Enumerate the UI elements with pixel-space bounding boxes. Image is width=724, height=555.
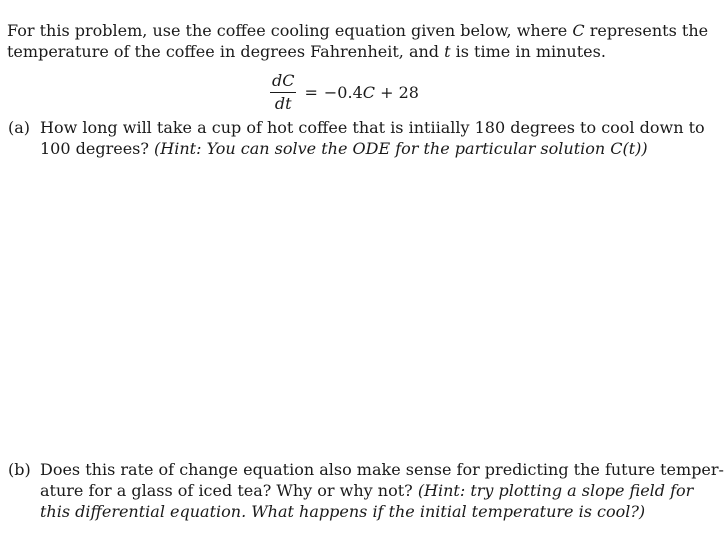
equation-rhs: −0.4C + 28 <box>323 82 419 102</box>
part-b-label: (b) <box>8 460 31 479</box>
intro-line-1: For this problem, use the coffee cooling equation given below, where C represents the <box>7 21 709 40</box>
part-b-line-2: ature for a glass of iced tea? Why or why not? (Hint: try plotting a slope field for <box>40 481 694 500</box>
derivative-fraction <box>270 72 296 113</box>
question-part-a <box>8 117 705 159</box>
part-a-line-1: How long will take a cup of hot coffee that is intiially 180 degrees to cool down to <box>40 118 705 137</box>
part-a-text <box>40 117 705 159</box>
variable-c: C <box>572 21 585 40</box>
part-a-line-2: 100 degrees? (Hint: You can solve the ODE for the particular solution C(t)) <box>40 139 648 158</box>
intro-line-2: temperature of the coffee in degrees Fahrenheit, and t is time in minutes. <box>7 42 606 61</box>
fraction-numerator: dC <box>270 72 296 93</box>
part-b-hint: (Hint: try plotting a slope field for <box>417 481 694 500</box>
part-a-label: (a) <box>8 118 31 137</box>
fraction-denominator: dt <box>274 93 292 113</box>
question-part-b <box>8 459 724 522</box>
part-b-line-3: this differential equation. What happens if the initial temperature is cool?) <box>40 502 646 521</box>
differential-equation <box>270 68 419 116</box>
problem-intro <box>7 20 709 62</box>
variable-t: t <box>444 42 451 61</box>
equals-sign: = <box>304 82 318 102</box>
part-a-hint: (Hint: You can solve the ODE for the particular solution C(t)) <box>154 139 648 158</box>
part-b-text <box>40 459 724 522</box>
part-b-line-1: Does this rate of change equation also make sense for predicting the future temper- <box>40 460 724 479</box>
